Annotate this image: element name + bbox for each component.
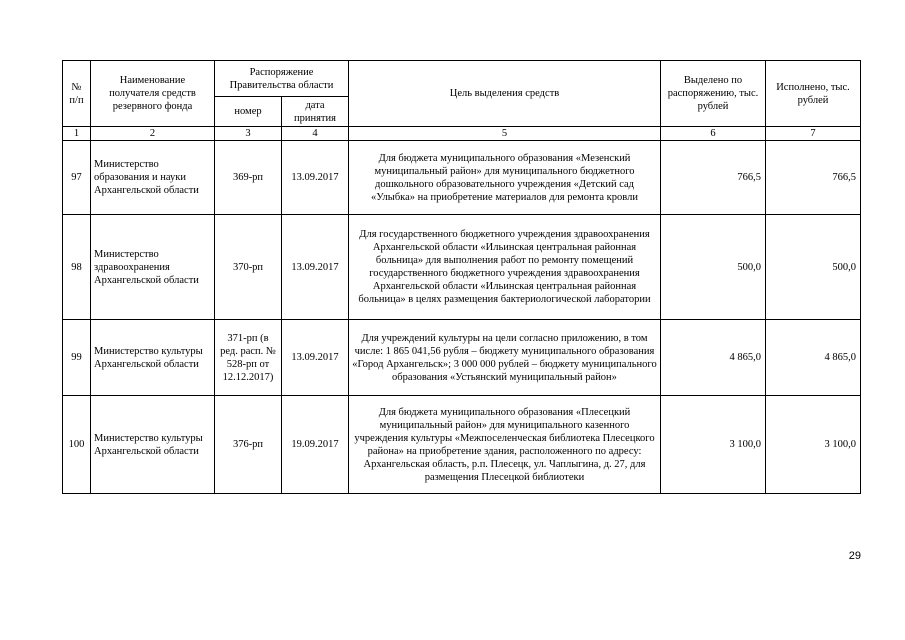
column-number: 5 (349, 127, 661, 141)
row-order-number: 376-рп (215, 396, 282, 494)
row-order-number: 371-рп (в ред. расп. № 528-рп от 12.12.2017) (215, 320, 282, 396)
row-allocated: 4 865,0 (661, 320, 766, 396)
header-executed: Исполнено, тыс. рублей (766, 61, 861, 127)
row-allocated: 500,0 (661, 215, 766, 320)
row-no: 100 (63, 396, 91, 494)
column-number: 3 (215, 127, 282, 141)
row-purpose: Для учреждений культуры на цели согласно приложению, в том числе: 1 865 041,56 рубля – бюджету муниципального образования «Город Архангельск»; 3 000 000 рублей – бюджету муниципального образования «Устьянский муниципальный район» (349, 320, 661, 396)
header-no: № п/п (63, 61, 91, 127)
header-purpose: Цель выделения средств (349, 61, 661, 127)
row-recipient: Министерство культуры Архангельской области (91, 320, 215, 396)
row-order-date: 13.09.2017 (282, 141, 349, 215)
page-number: 29 (848, 550, 861, 562)
row-order-date: 13.09.2017 (282, 215, 349, 320)
row-executed: 4 865,0 (766, 320, 861, 396)
row-purpose: Для государственного бюджетного учреждения здравоохранения Архангельской области «Ильинская центральная районная больница» для выполнения работ по ремонту помещений государственного бюджетного учреждения здравоохранения Архангельской области «Ильинская центральная районная больница» в целях размещения бактериологической лаборатории (349, 215, 661, 320)
column-number-row (63, 127, 861, 141)
column-number: 6 (661, 127, 766, 141)
table-row (63, 320, 861, 396)
column-number: 1 (63, 127, 91, 141)
table-header-row (63, 61, 861, 97)
row-order-date: 13.09.2017 (282, 320, 349, 396)
header-allocated: Выделено по распоряжению, тыс. рублей (661, 61, 766, 127)
column-number: 7 (766, 127, 861, 141)
row-executed: 500,0 (766, 215, 861, 320)
header-order-group: Распоряжение Правительства области (215, 61, 349, 97)
row-order-number: 369-рп (215, 141, 282, 215)
row-no: 97 (63, 141, 91, 215)
column-number: 4 (282, 127, 349, 141)
table-row (63, 141, 861, 215)
header-recipient: Наименование получателя средств резервного фонда (91, 61, 215, 127)
row-executed: 3 100,0 (766, 396, 861, 494)
row-no: 98 (63, 215, 91, 320)
reserve-fund-table (62, 60, 861, 494)
header-order-number: номер (215, 97, 282, 127)
row-order-number: 370-рп (215, 215, 282, 320)
row-recipient: Министерство образования и науки Архангельской области (91, 141, 215, 215)
table-row (63, 396, 861, 494)
row-allocated: 3 100,0 (661, 396, 766, 494)
row-purpose: Для бюджета муниципального образования «Мезенский муниципальный район» для муниципального бюджетного дошкольного образовательного учреждения «Детский сад «Улыбка» на приобретение материалов для ремонта кровли (349, 141, 661, 215)
table-row (63, 215, 861, 320)
row-allocated: 766,5 (661, 141, 766, 215)
row-purpose: Для бюджета муниципального образования «Плесецкий муниципальный район» для муниципального казенного учреждения культуры «Межпоселенческая библиотека Плесецкого района» на приобретение здания, расположенного по адресу: Архангельская область, р.п. Плесецк, ул. Чаплыгина, д. 27, для размещения Плесецкой библиотеки (349, 396, 661, 494)
row-order-date: 19.09.2017 (282, 396, 349, 494)
column-number: 2 (91, 127, 215, 141)
row-no: 99 (63, 320, 91, 396)
row-recipient: Министерство культуры Архангельской области (91, 396, 215, 494)
row-recipient: Министерство здравоохранения Архангельской области (91, 215, 215, 320)
row-executed: 766,5 (766, 141, 861, 215)
header-order-date: дата принятия (282, 97, 349, 127)
